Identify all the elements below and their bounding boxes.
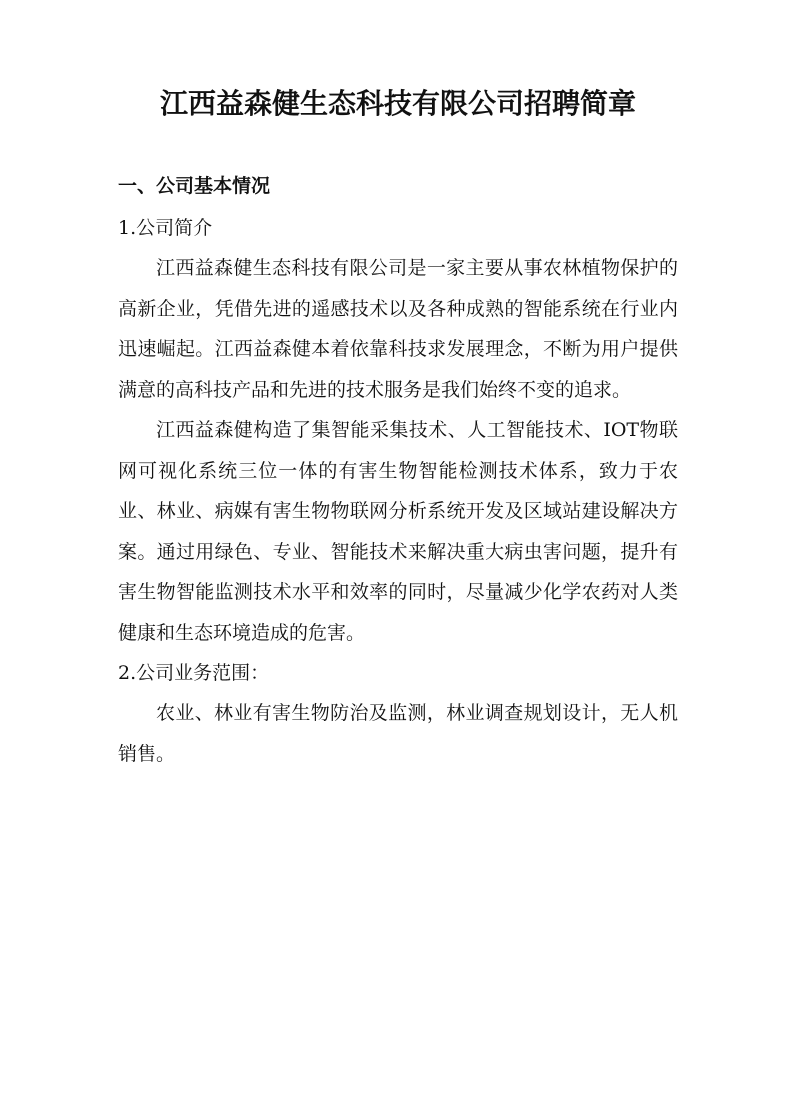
subsection-heading-company-profile: 1.公司简介: [118, 217, 213, 239]
document-title: 江西益森健生态科技有限公司招聘简章: [159, 87, 636, 120]
paragraph-business-scope: 农业、林业有害生物防治及监测，林业调查规划设计，无人机销售。: [118, 702, 678, 765]
document-body: [118, 208, 678, 774]
subsection-heading-business-scope: 2.公司业务范围：: [118, 662, 270, 684]
paragraph-company-technology: 江西益森健构造了集智能采集技术、人工智能技术、IOT物联网可视化系统三位一体的有害生物智能检测技术体系，致力于农业、林业、病媒有害生物物联网分析系统开发及区域站建设解决方案。通过用绿色、专业、智能技术来解决重大病虫害问题，提升有害生物智能监测技术水平和效率的同时，尽量减少化学农药对人类健康和生态环境造成的危害。: [118, 419, 678, 644]
section-heading-company-overview: 一、公司基本情况: [118, 175, 271, 197]
paragraph-company-intro: 江西益森健生态科技有限公司是一家主要从事农林植物保护的高新企业，凭借先进的遥感技术以及各种成熟的智能系统在行业内迅速崛起。江西益森健本着依靠科技求发展理念，不断为用户提供满意的高科技产品和先进的技术服务是我们始终不变的追求。: [118, 257, 678, 401]
